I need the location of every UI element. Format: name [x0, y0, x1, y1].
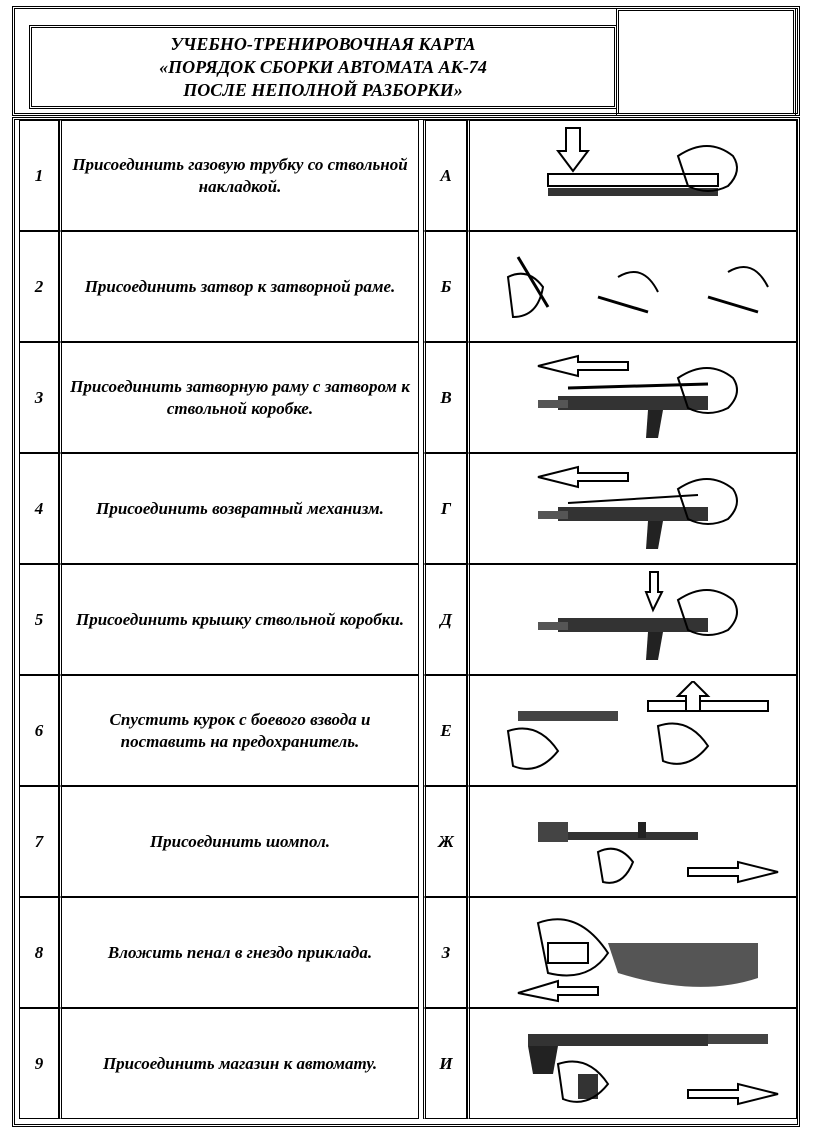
cleaning-kit-icon: [467, 897, 797, 1008]
table-row: [15, 231, 797, 342]
step-instruction: Присоединить магазин к автомату.: [59, 1008, 419, 1119]
illustration-svg: [478, 348, 788, 448]
cleaning-rod-icon: [467, 786, 797, 897]
table-row: [15, 1008, 797, 1119]
illustration-svg: [478, 126, 788, 226]
step-instruction: Присоединить крышку ствольной коробки.: [59, 564, 419, 675]
illustration-svg: [478, 459, 788, 559]
step-instruction: Присоединить шомпол.: [59, 786, 419, 897]
magazine-icon: [467, 1008, 797, 1119]
step-number: 3: [19, 342, 59, 453]
step-letter: Е: [423, 675, 467, 786]
step-number: 5: [19, 564, 59, 675]
card-title: [29, 25, 617, 109]
table-row: [15, 786, 797, 897]
step-instruction: Присоединить газовую трубку со ствольной накладкой.: [59, 120, 419, 231]
title-line-1: УЧЕБНО-ТРЕНИРОВОЧНАЯ КАРТА: [170, 33, 476, 54]
bolt-carrier-icon: [467, 342, 797, 453]
step-instruction: Вложить пенал в гнездо приклада.: [59, 897, 419, 1008]
table-row: [15, 675, 797, 786]
step-instruction: Присоединить затвор к затворной раме.: [59, 231, 419, 342]
step-letter: Д: [423, 564, 467, 675]
table-row: [15, 897, 797, 1008]
step-letter: А: [423, 120, 467, 231]
step-letter: Г: [423, 453, 467, 564]
illustration-svg: [478, 792, 788, 892]
step-number: 2: [19, 231, 59, 342]
table-row: [15, 564, 797, 675]
bolt-icon: [467, 231, 797, 342]
step-instruction: Присоединить затворную раму с затвором к ствольной коробке.: [59, 342, 419, 453]
step-number: 1: [19, 120, 59, 231]
steps-table: [12, 117, 800, 1127]
step-letter: И: [423, 1008, 467, 1119]
step-number: 6: [19, 675, 59, 786]
step-letter: В: [423, 342, 467, 453]
trigger-safety-icon: [467, 675, 797, 786]
step-number: 4: [19, 453, 59, 564]
illustration-svg: [478, 237, 788, 337]
table-row: [15, 342, 797, 453]
step-number: 7: [19, 786, 59, 897]
step-letter: З: [423, 897, 467, 1008]
illustration-svg: [478, 1014, 788, 1114]
table-row: [15, 120, 797, 231]
step-instruction: Присоединить возвратный механизм.: [59, 453, 419, 564]
step-number: 9: [19, 1008, 59, 1119]
receiver-cover-icon: [467, 564, 797, 675]
gas-tube-icon: [467, 120, 797, 231]
illustration-svg: [478, 681, 788, 781]
step-letter: Ж: [423, 786, 467, 897]
step-letter: Б: [423, 231, 467, 342]
title-line-3: ПОСЛЕ НЕПОЛНОЙ РАЗБОРКИ»: [183, 79, 463, 100]
step-number: 8: [19, 897, 59, 1008]
table-row: [15, 453, 797, 564]
header-empty-box: [616, 8, 796, 116]
illustration-svg: [478, 903, 788, 1003]
step-instruction: Спустить курок с боевого взвода и поставить на предохранитель.: [59, 675, 419, 786]
title-line-2: «ПОРЯДОК СБОРКИ АВТОМАТА АК-74: [159, 56, 487, 77]
recoil-spring-icon: [467, 453, 797, 564]
illustration-svg: [478, 570, 788, 670]
